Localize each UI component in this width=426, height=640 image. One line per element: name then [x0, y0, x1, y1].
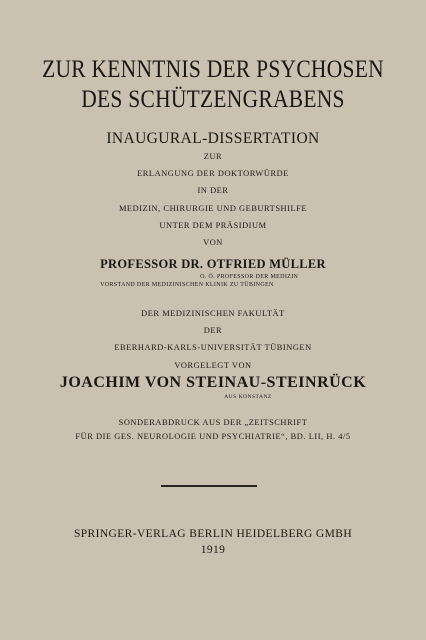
offprint-line-2: FÜR DIE GES. NEUROLOGIE UND PSYCHIATRIE“, BD. LII, H. 4/5: [75, 432, 351, 441]
divider-rule: [161, 485, 257, 487]
professor-title-2: VORSTAND DER MEDIZINISCHEN KLINIK ZU TÜBINGEN: [100, 282, 274, 288]
dissertation-heading: INAUGURAL-DISSERTATION: [106, 130, 320, 147]
publisher-name: SPRINGER-VERLAG BERLIN HEIDELBERG GMBH: [73, 528, 353, 540]
faculty-line-der: DER: [203, 326, 223, 335]
author-origin: AUS KONSTANZ: [224, 394, 272, 400]
title-line-1: ZUR KENNTNIS DER PSYCHOSEN: [42, 56, 384, 83]
professor-block: [0, 255, 426, 291]
dissertation-line-zur: ZUR: [203, 152, 223, 161]
offprint-line-1: SONDERABDRUCK AUS DER „ZEITSCHRIFT: [118, 418, 308, 427]
faculty-line-1: DER MEDIZINISCHEN FAKULTÄT: [141, 309, 285, 318]
professor-title-1: O. Ö. PROFESSOR DER MEDIZIN: [200, 274, 299, 280]
title-line-2: DES SCHÜTZENGRABENS: [81, 86, 345, 113]
dissertation-line-doktorwuerde: ERLANGUNG DER DOKTORWÜRDE: [137, 169, 289, 178]
dissertation-line-in-der: IN DER: [197, 186, 229, 195]
faculty-line-vorgelegt: VORGELEGT VON: [174, 361, 252, 370]
publication-year: 1919: [200, 544, 226, 556]
dissertation-line-praesidium: UNTER DEM PRÄSIDIUM: [159, 221, 267, 230]
professor-name: PROFESSOR DR. OTFRIED MÜLLER: [100, 257, 326, 271]
dissertation-line-fields: MEDIZIN, CHIRURGIE UND GEBURTSHILFE: [118, 204, 308, 213]
dissertation-line-von: VON: [203, 238, 223, 247]
faculty-line-university: EBERHARD-KARLS-UNIVERSITÄT TÜBINGEN: [114, 343, 312, 352]
author-name: JOACHIM VON STEINAU-STEINRÜCK: [59, 374, 367, 391]
